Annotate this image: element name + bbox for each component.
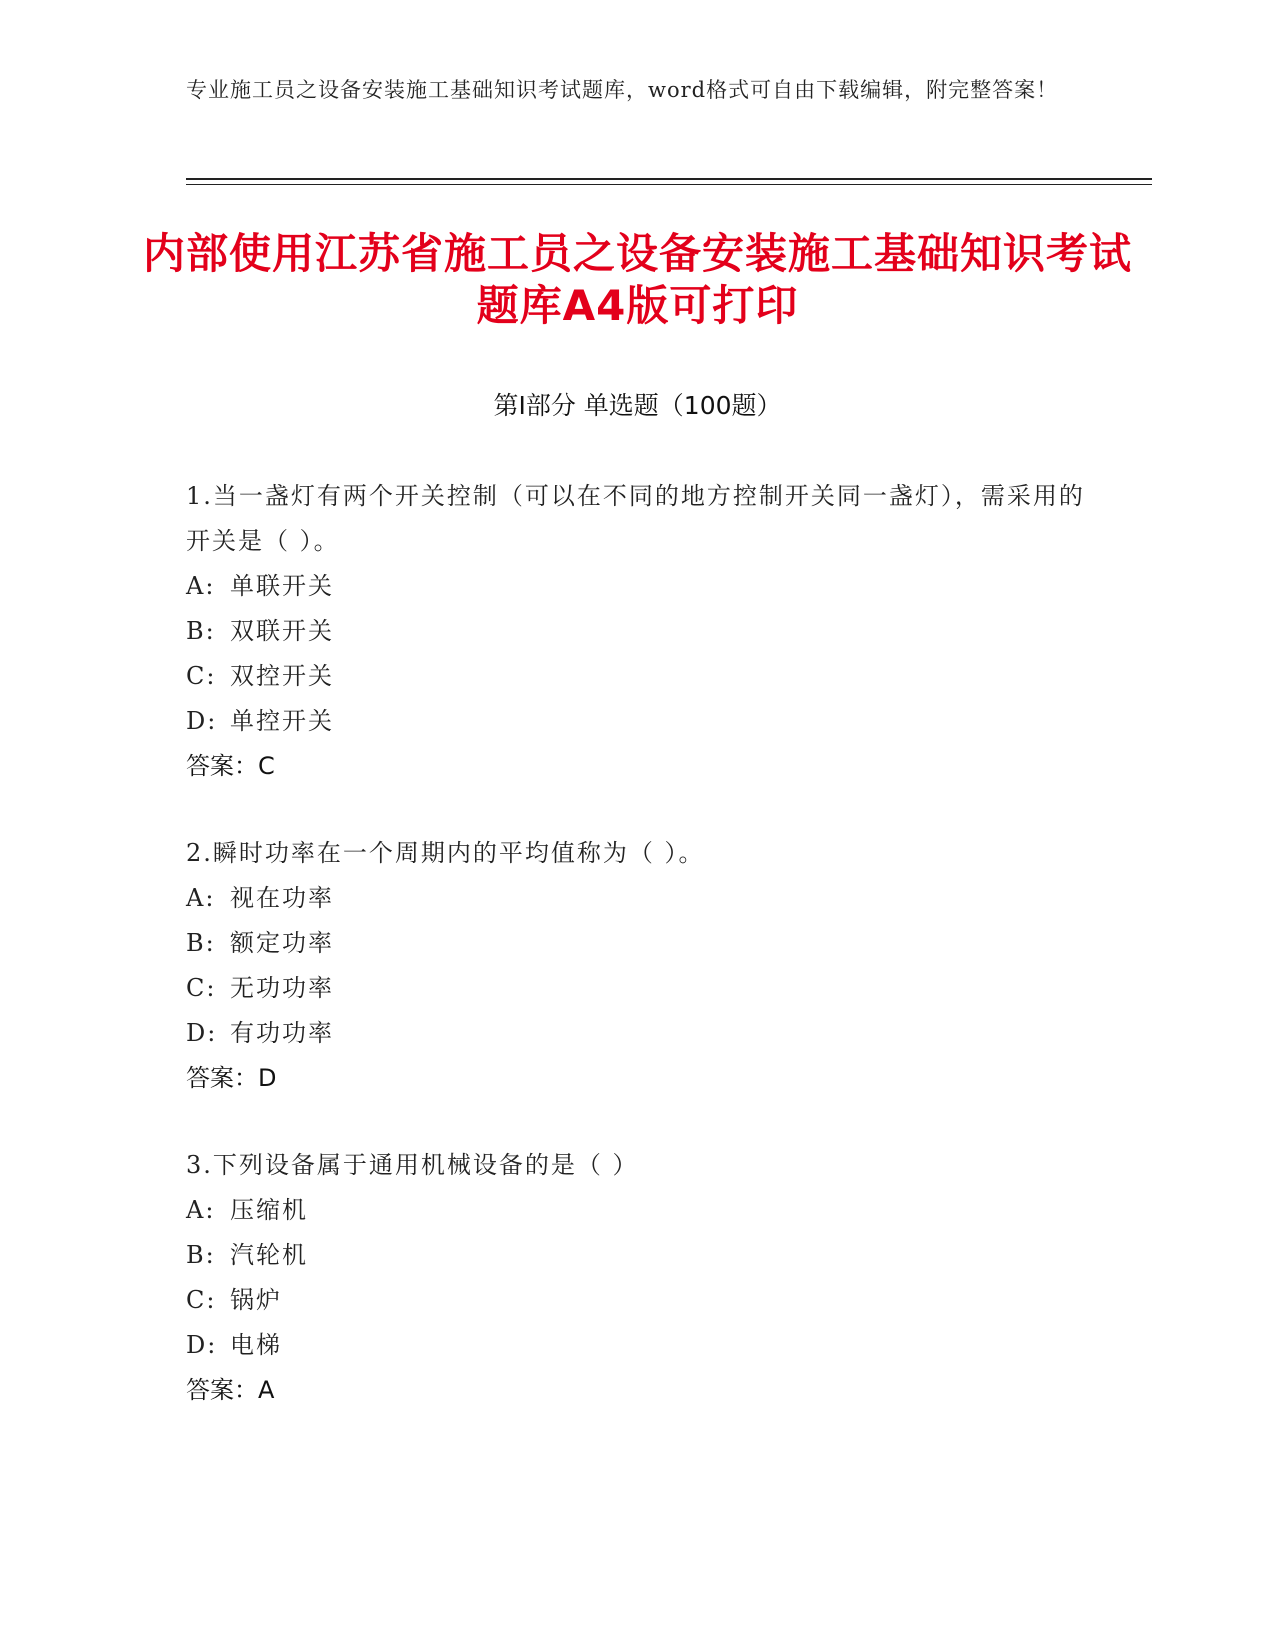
option-text: 无功功率 (230, 974, 334, 1002)
option-b (186, 609, 1086, 654)
option-b (186, 921, 1086, 966)
option-key: A: (186, 884, 216, 912)
option-d (186, 1323, 1086, 1368)
question-2 (186, 831, 1086, 1101)
option-text: 汽轮机 (230, 1241, 308, 1269)
option-key: B: (186, 1241, 216, 1269)
option-a (186, 876, 1086, 921)
option-key: D: (186, 1019, 218, 1047)
option-text: 压缩机 (230, 1196, 308, 1224)
option-text: 单联开关 (230, 572, 334, 600)
section-title: 第Ⅰ部分 单选题（100题） (493, 391, 782, 420)
option-key: C: (186, 662, 217, 690)
question-list (186, 474, 1086, 1455)
option-d (186, 699, 1086, 744)
option-b (186, 1233, 1086, 1278)
header-rule-thick (186, 178, 1152, 180)
option-key: D: (186, 707, 218, 735)
question-3 (186, 1143, 1086, 1413)
answer-label: 答案：C (186, 752, 275, 780)
question-stem: 1.当一盏灯有两个开关控制（可以在不同的地方控制开关同一盏灯），需采用的开关是（ ）。 (186, 482, 1085, 555)
option-key: D: (186, 1331, 218, 1359)
option-text: 视在功率 (230, 884, 334, 912)
option-key: A: (186, 1196, 216, 1224)
question-1 (186, 474, 1086, 789)
option-key: C: (186, 974, 217, 1002)
option-key: A: (186, 572, 216, 600)
header-rule-thin (186, 184, 1152, 185)
option-key: B: (186, 929, 216, 957)
option-text: 锅炉 (230, 1286, 282, 1314)
option-text: 额定功率 (230, 929, 334, 957)
header-note: 专业施工员之设备安装施工基础知识考试题库，word格式可自由下载编辑，附完整答案！ (186, 78, 1059, 102)
option-c (186, 966, 1086, 1011)
option-c (186, 1278, 1086, 1323)
answer-label: 答案：A (186, 1376, 275, 1404)
option-a (186, 1188, 1086, 1233)
option-a (186, 564, 1086, 609)
question-stem: 3.下列设备属于通用机械设备的是（ ） (186, 1151, 639, 1179)
option-text: 双控开关 (230, 662, 334, 690)
option-text: 双联开关 (230, 617, 334, 645)
document-title: 内部使用江苏省施工员之设备安装施工基础知识考试题库A4版可打印 (142, 229, 1132, 330)
option-text: 单控开关 (230, 707, 334, 735)
option-key: C: (186, 1286, 217, 1314)
option-c (186, 654, 1086, 699)
option-text: 电梯 (230, 1331, 282, 1359)
question-stem: 2.瞬时功率在一个周期内的平均值称为（ ）。 (186, 839, 705, 867)
option-text: 有功功率 (230, 1019, 334, 1047)
answer-label: 答案：D (186, 1064, 277, 1092)
option-key: B: (186, 617, 216, 645)
option-d (186, 1011, 1086, 1056)
